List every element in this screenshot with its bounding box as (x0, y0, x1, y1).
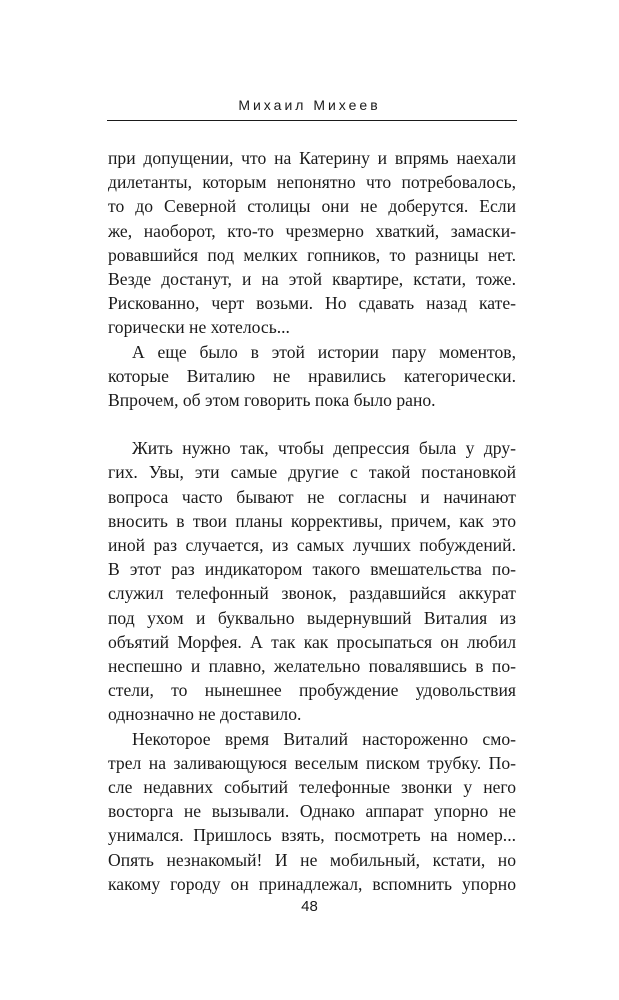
body-text (108, 146, 516, 896)
text-line: то до Северной столицы они не доберутся. Если (108, 196, 516, 217)
text-line: какому городу он принадлежал, вспомнить упорно (108, 873, 516, 894)
text-line: иной раз случается, из самых лучших побуждений. (108, 535, 516, 556)
text-line: Везде достанут, и на этой квартире, кстати, тоже. (108, 269, 516, 290)
text-line: ровавшийся под мелких гопников, то разницы нет. (108, 244, 516, 265)
text-line: которые Виталию не нравились категорически. (108, 365, 516, 386)
text-line: служил телефонный звонок, раздавшийся аккурат (108, 583, 516, 604)
text-line: же, наоборот, кто-то чрезмерно хваткий, замаски- (108, 220, 516, 241)
running-title: Михаил Михеев (238, 97, 381, 113)
text-line: стели, то нынешнее пробуждение удовольствия (108, 680, 516, 701)
header-rule (107, 120, 517, 121)
text-line: однозначно не доставило. (108, 704, 302, 725)
section-break (108, 412, 516, 436)
text-line: Рискованно, черт возьми. Но сдавать назад кате- (108, 293, 516, 314)
text-line: под ухом и буквально выдернувший Виталия из (108, 607, 516, 628)
text-line: Жить нужно так, чтобы депрессия была у дру- (132, 438, 516, 459)
page-number: 48 (301, 898, 318, 915)
text-line: неспешно и плавно, желательно повалявшись в по- (108, 656, 516, 677)
text-line: горически не хотелось... (108, 317, 290, 338)
text-line: гих. Увы, эти самые другие с такой постановкой (108, 462, 516, 483)
text-line: сле недавних событий телефонные звонки у него (108, 777, 516, 798)
text-line: дилетанты, которым непонятно что потребовалось, (108, 172, 516, 193)
text-line: А еще было в этой истории пару моментов, (132, 341, 516, 362)
text-line: унимался. Пришлось взять, посмотреть на номер... (108, 825, 516, 846)
text-line: восторга не вызывали. Однако аппарат упорно не (108, 801, 516, 822)
text-line: Опять незнакомый! И не мобильный, кстати, но (108, 849, 516, 870)
text-line: вносить в твои планы коррективы, причем, как это (108, 510, 516, 531)
text-line: трел на заливающуюся веселым писком трубку. По- (108, 752, 516, 773)
text-line: Впрочем, об этом говорить пока было рано. (108, 390, 436, 411)
text-line: при допущении, что на Катерину и впрямь наехали (108, 148, 516, 168)
text-line: вопроса часто бывают не согласны и начинают (108, 486, 516, 507)
text-line: Некоторое время Виталий настороженно смо- (132, 728, 516, 749)
text-line: объятий Морфея. А так как просыпаться он любил (108, 631, 516, 652)
text-line: В этот раз индикатором такого вмешательства по- (108, 559, 516, 580)
